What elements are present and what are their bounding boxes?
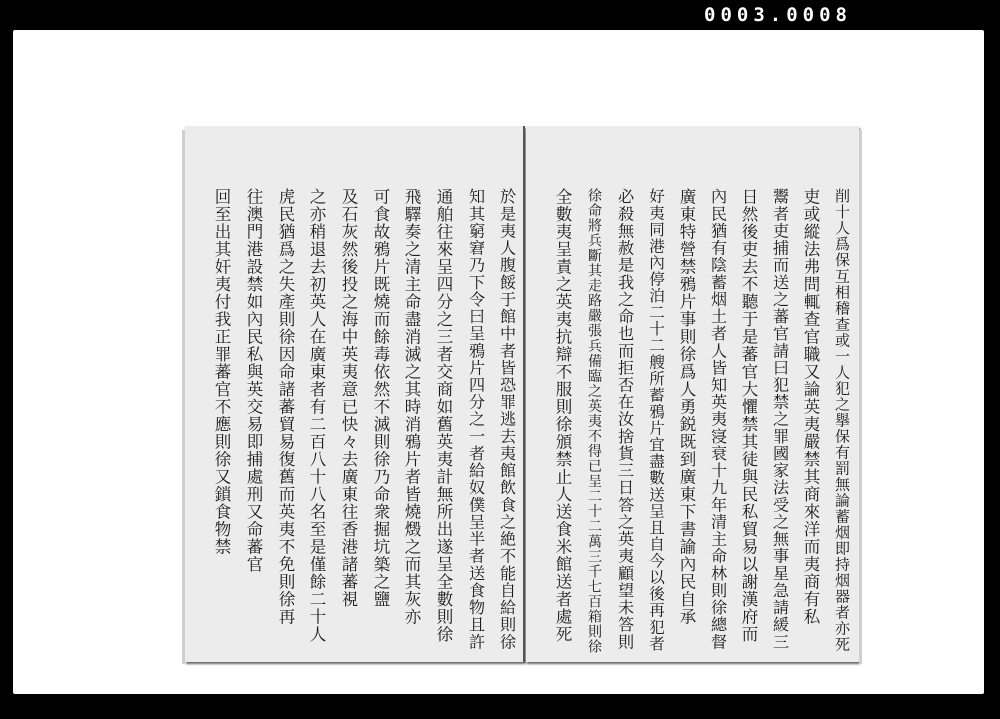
frame-number: 0003.0008 bbox=[704, 4, 852, 26]
right-page-column: 削十人爲保互相稽查或一人犯之擧保有罰無論蓄烟即持烟器者亦死 bbox=[833, 188, 851, 653]
right-page-column: 日然後吏去不聽于是蕃官大懼禁其徒與民私貿易以謝漢府而 bbox=[739, 188, 758, 643]
left-page bbox=[185, 126, 525, 662]
left-page-column: 回至出其奸夷付我正罪蕃官不應則徐又鎖食物禁 bbox=[212, 188, 231, 556]
right-page-column: 好夷同港內停泊二十二艘所蓄鴉片宜盡數送呈且自今以後再犯者 bbox=[647, 188, 665, 652]
right-page-column: 內民猶有陰蓄烟土者人皆知英夷寖衰十九年清主命林則徐總督 bbox=[708, 188, 727, 651]
left-page-edge bbox=[182, 130, 185, 664]
left-page-column: 通舶往來呈四分之三者交商如舊英夷計無所出遂呈全數則徐 bbox=[434, 188, 453, 643]
left-page-column: 於是夷人腹餒于館中者皆恐罪逃去夷館飲食之絶不能自給則徐 bbox=[497, 188, 516, 651]
left-page-column: 之亦稍退去初英人在廣東者有二百八十八名至是僅餘二十人 bbox=[307, 188, 326, 643]
left-page-column: 知其窮窘乃下令曰呈鴉片四分之一者給奴僕呈半者送食物且許 bbox=[466, 188, 485, 651]
right-page bbox=[526, 126, 859, 662]
right-page-column: 徐命將兵斷其走路嚴張兵備臨之英夷不得已呈二十二萬三千七百箱則徐 bbox=[586, 188, 602, 655]
right-page-column: 吏或縱法弗問輒查官職又論英夷嚴禁其商來洋而夷商有私 bbox=[801, 188, 820, 626]
left-page-column: 虎民猶爲之失產則徐因命諸蕃貿易復舊而英夷不免則徐再 bbox=[276, 188, 295, 626]
mount-board bbox=[13, 30, 984, 694]
left-page-column: 往澳門港設禁如內民私與英交易即捕處刑又命蕃官 bbox=[244, 188, 263, 573]
right-page-column: 必殺無赦是我之命也而拒否在汝捨貨三日答之英夷顧望未答則 bbox=[615, 188, 634, 651]
left-page-column: 飛驛奏之清主命盡消滅之其時消鴉片者皆燒燬之而其灰亦 bbox=[402, 188, 421, 626]
right-page-column: 廣東特營禁鴉片事則徐爲人勇鋭既到廣東下書諭內民自承 bbox=[677, 188, 696, 626]
right-page-column: 全數夷呈責之英夷抗辯不服則徐頒禁止人送食米館送者處死 bbox=[553, 188, 572, 643]
left-page-column: 可食故鴉片既燒而餘毒依然不滅則徐乃命衆掘坑築之鹽 bbox=[371, 188, 390, 608]
left-page-column: 及石灰然後投之海中英夷意已快々去廣東往香港諸蕃視 bbox=[339, 188, 358, 608]
right-page-column: 鬻者吏捕而送之蕃官請曰犯禁之罪國家法受之無事星急請緩三 bbox=[770, 188, 789, 651]
open-book bbox=[185, 126, 859, 664]
right-page-edge bbox=[859, 130, 862, 664]
